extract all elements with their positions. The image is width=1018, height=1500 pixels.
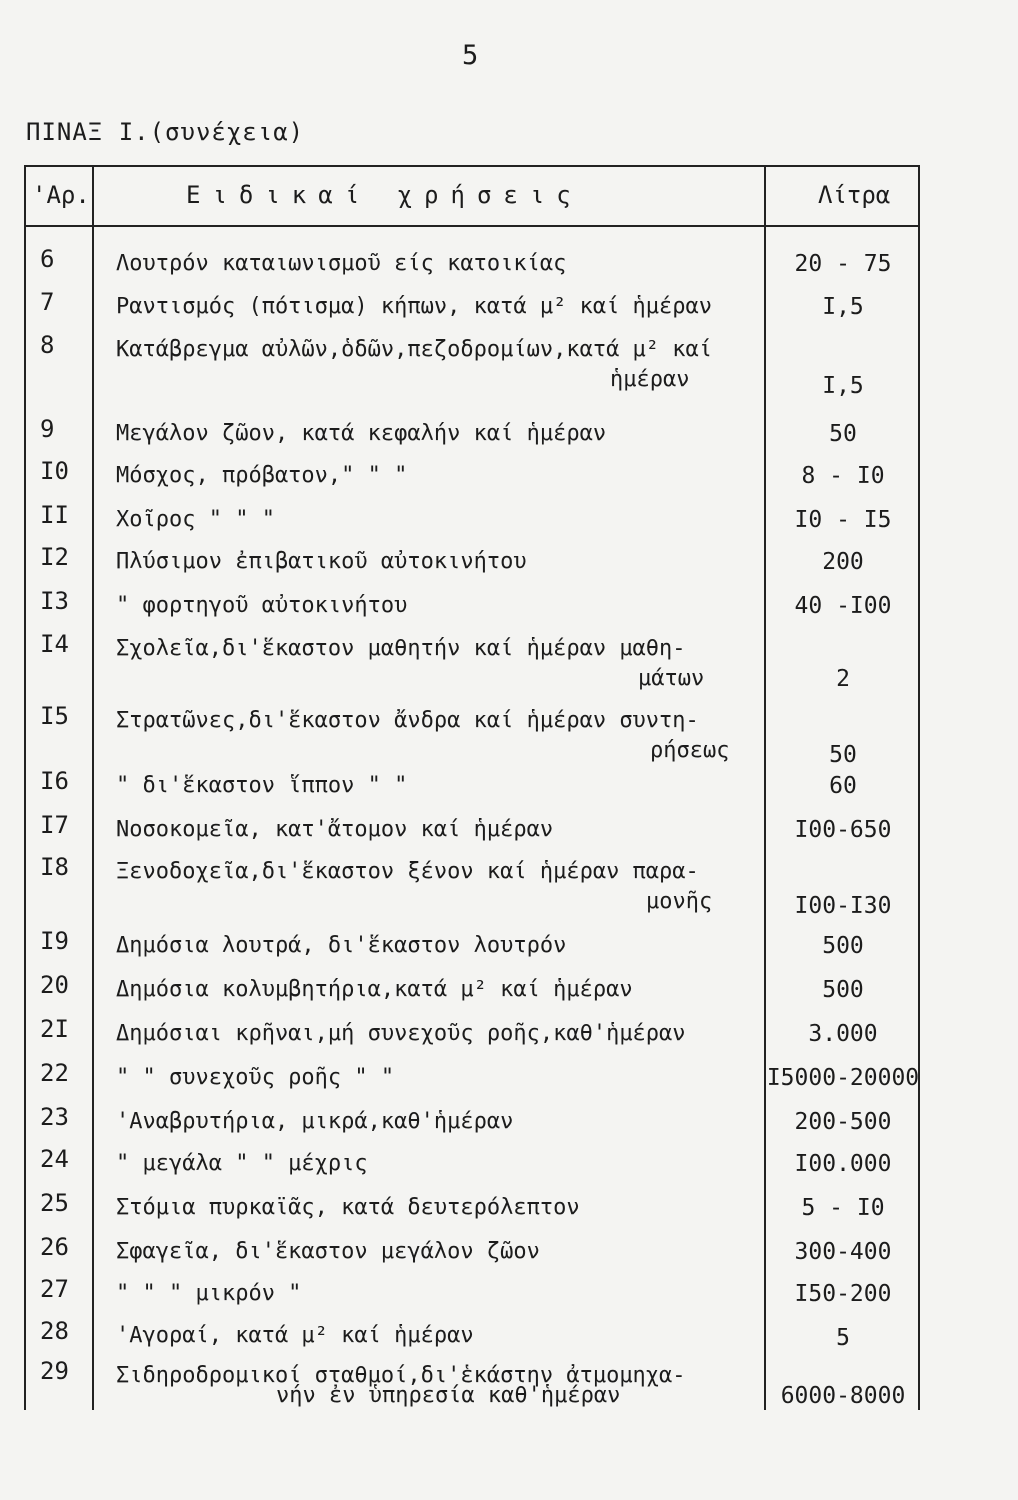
row-description: Σιδηροδρομικοί σταθμοί,δι'ἑκάστην ἀτμομηχα- [116,1363,686,1388]
table-row [26,457,918,499]
row-description-continuation: νήν ἐν ὑπηρεσία καθ'ἡμέραν [276,1383,621,1408]
row-number: Ι7 [40,811,69,839]
table-row [26,927,918,969]
row-number: 20 [40,971,69,999]
row-description: Λουτρόν καταιωνισμοῦ είς κατοικίας [116,251,567,276]
row-liters: 20 - 75 [794,251,892,277]
row-liters: 6000-8000 [780,1383,906,1409]
row-description: Πλύσιμον ἐπιβατικοῦ αὐτοκινήτου [116,549,527,574]
row-number: Ι0 [40,457,69,485]
table-row [26,1015,918,1057]
table-row [26,1145,918,1187]
table-row [26,288,918,330]
row-liters: 500 [822,977,864,1003]
row-description: " δι'ἕκαστον ἵππον " " [116,773,408,798]
table-row [26,415,918,457]
row-description-continuation: μάτων [638,666,705,691]
table-row [26,767,918,809]
row-liters: 50 [829,421,857,447]
row-liters: 2 [836,666,850,692]
row-number: Ι5 [40,702,69,730]
header-liters: Λίτρα [818,181,891,209]
row-liters: Ι5000-20000 [766,1065,920,1091]
row-number: 24 [40,1145,69,1173]
table-row [26,1357,918,1409]
table-row [26,853,918,919]
table-row [26,1059,918,1101]
table-row [26,543,918,585]
row-number: Ι4 [40,630,69,658]
row-liters: 200-500 [794,1109,892,1135]
table-row [26,1317,918,1359]
row-number: 22 [40,1059,69,1087]
row-description: " μεγάλα " " μέχρις [116,1151,368,1176]
row-liters: Ι00-650 [794,817,892,843]
table-caption: ΠΙΝΑΞ Ι.(συνέχεια) [26,118,305,146]
row-number: 26 [40,1233,69,1261]
row-description: Μεγάλον ζῶον, κατά κεφαλήν καί ἡμέραν [116,421,607,446]
row-description: 'Αγοραί, κατά μ² καί ἡμέραν [116,1323,474,1348]
row-liters: 8 - Ι0 [801,463,885,489]
row-description: 'Αναβρυτήρια, μικρά,καθ'ἡμέραν [116,1109,514,1134]
row-description: Δημόσιαι κρῆναι,μή συνεχοῦς ροῆς,καθ'ἡμέραν [116,1021,686,1046]
row-description: " " " μικρόν " [116,1281,302,1306]
row-liters: Ι,5 [822,373,864,399]
row-description: Νοσοκομεῖα, κατ'ἄτομον καί ἡμέραν [116,817,554,842]
row-description-continuation: μονῆς [646,889,713,914]
row-description: " " συνεχοῦς ροῆς " " [116,1065,395,1090]
row-liters: Ι,5 [822,294,864,320]
table-row [26,1233,918,1275]
row-liters: Ι50-200 [794,1281,892,1307]
row-number: 23 [40,1103,69,1131]
row-number: Ι2 [40,543,69,571]
row-liters: 5 [836,1325,850,1351]
row-description: Ξενοδοχεῖα,δι'ἕκαστον ξένον καί ἡμέραν παρα- [116,859,699,884]
table-row [26,811,918,853]
row-liters: 60 [829,773,857,799]
row-liters: 500 [822,933,864,959]
row-number: 25 [40,1189,69,1217]
row-number: Ι9 [40,927,69,955]
row-liters: 50 [829,742,857,768]
uses-table [24,165,920,1410]
row-number: 6 [40,245,55,273]
table-row [26,245,918,287]
row-description: Χοῖρος " " " [116,507,275,532]
table-row [26,971,918,1013]
row-number: 9 [40,415,55,443]
row-number: ΙΙ [40,501,69,529]
row-number: 8 [40,331,55,359]
row-number: Ι8 [40,853,69,881]
row-description-continuation: ἡμέραν [610,367,690,392]
header-divider [26,225,918,227]
header-uses: Ειδικαί χρήσεις [186,181,583,209]
row-description: Σφαγεῖα, δι'ἕκαστον μεγάλον ζῶον [116,1239,540,1264]
row-description: Στόμια πυρκαϊᾶς, κατά δευτερόλεπτον [116,1195,580,1220]
row-description: Ραντισμός (πότισμα) κήπων, κατά μ² καί ἡμέραν [116,294,713,319]
row-description: Κατάβρεγμα αὐλῶν,ὁδῶν,πεζοδρομίων,κατά μ² καί [116,337,713,362]
row-liters: 3.000 [808,1021,878,1047]
row-number: 2Ι [40,1015,69,1043]
table-row [26,331,918,399]
row-number: 29 [40,1357,69,1385]
table-row [26,587,918,629]
header-number: 'Αρ. [32,181,90,209]
table-row [26,1189,918,1231]
table-row [26,702,918,768]
table-row [26,501,918,543]
row-description: " φορτηγοῦ αὐτοκινήτου [116,593,408,618]
row-number: Ι3 [40,587,69,615]
row-liters: Ι0 - Ι5 [794,507,892,533]
row-number: 28 [40,1317,69,1345]
row-description: Δημόσια κολυμβητήρια,κατά μ² καί ἡμέραν [116,977,633,1002]
row-description-continuation: ρήσεως [650,738,730,763]
row-liters: 40 -Ι00 [794,593,892,619]
row-description: Σχολεῖα,δι'ἕκαστον μαθητήν καί ἡμέραν μαθη- [116,636,686,661]
row-number: 7 [40,288,55,316]
row-liters: 200 [822,549,864,575]
row-liters: 300-400 [794,1239,892,1265]
row-liters: Ι00-Ι30 [794,893,892,919]
table-row [26,1275,918,1317]
table-row [26,1103,918,1145]
row-description: Δημόσια λουτρά, δι'ἕκαστον λουτρόν [116,933,567,958]
row-number: 27 [40,1275,69,1303]
page-number: 5 [462,40,479,71]
row-liters: 5 - Ι0 [801,1195,885,1221]
row-number: Ι6 [40,767,69,795]
row-description: Μόσχος, πρόβατον," " " [116,463,408,488]
row-description: Στρατῶνες,δι'ἕκαστον ἄνδρα καί ἡμέραν συντη- [116,708,699,733]
table-row [26,630,918,692]
row-liters: Ι00.000 [794,1151,892,1177]
